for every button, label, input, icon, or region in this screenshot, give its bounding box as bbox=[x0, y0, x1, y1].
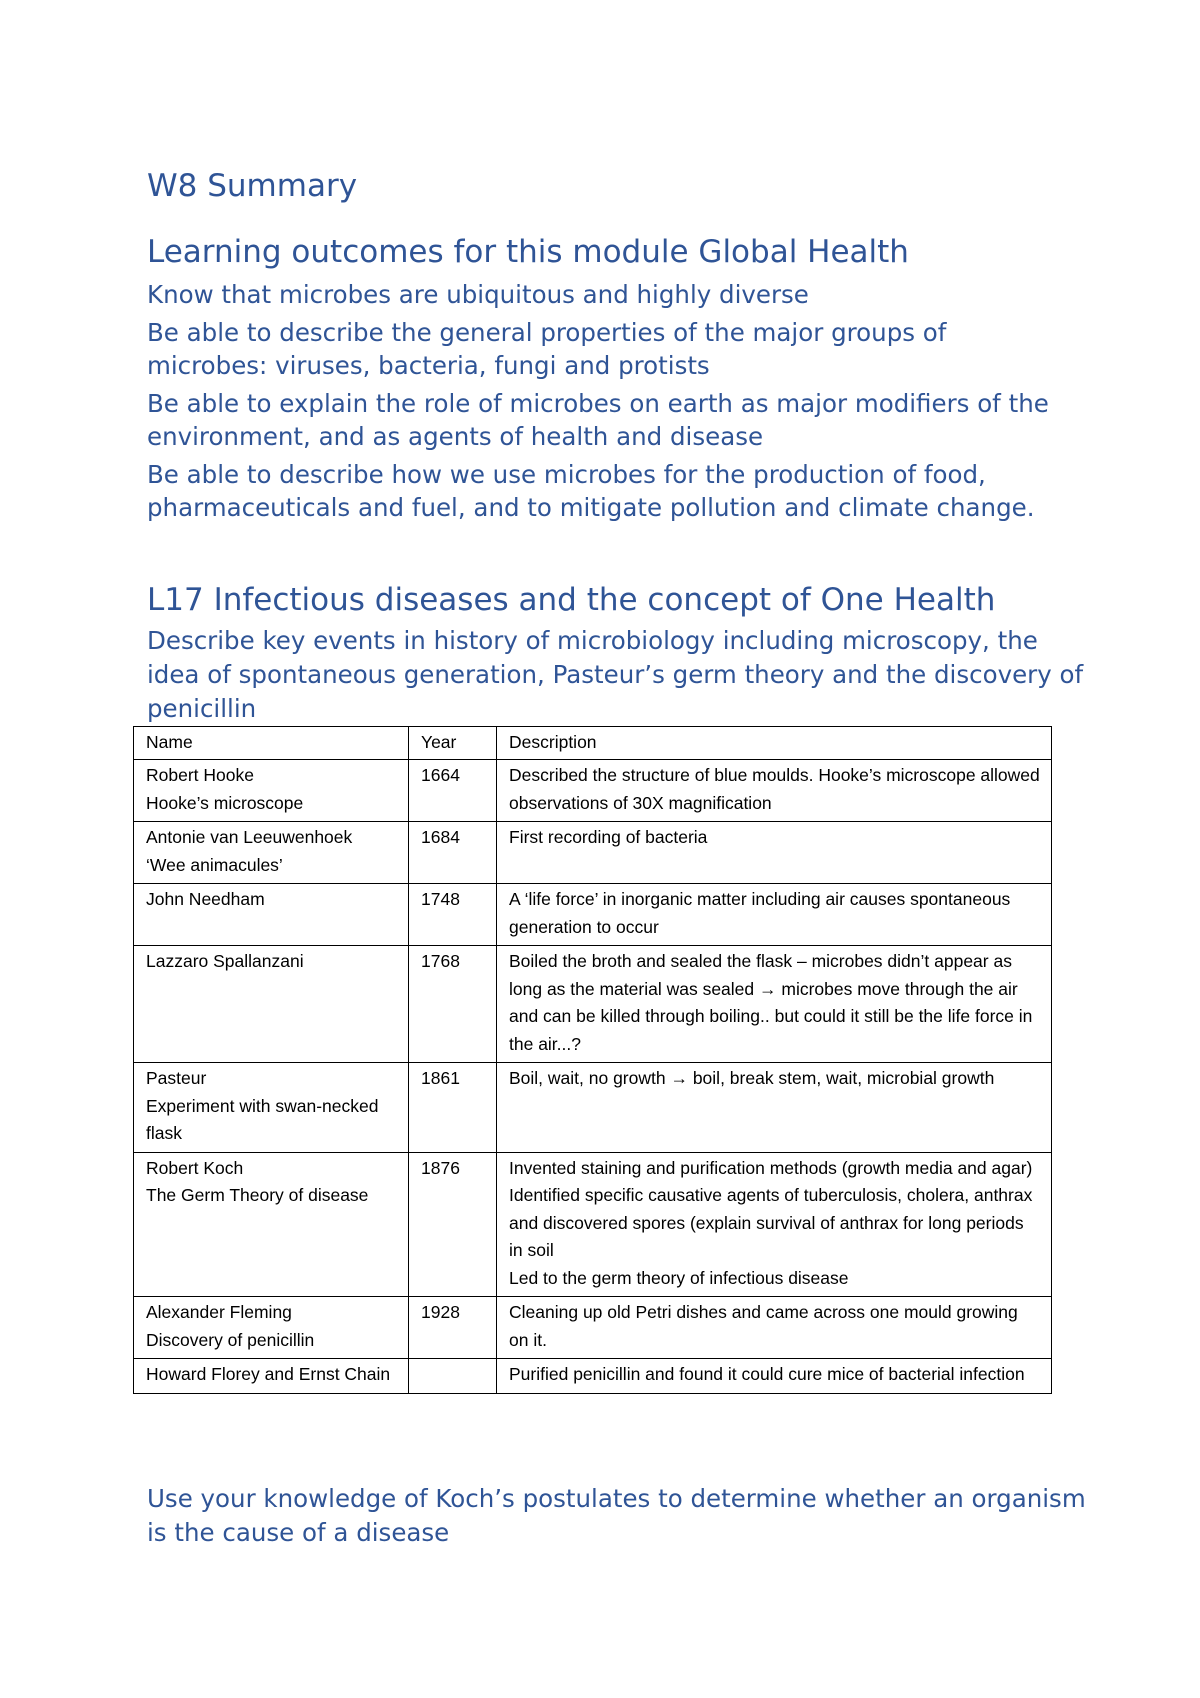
name-line: Howard Florey and Ernst Chain bbox=[146, 1364, 391, 1384]
name-line: Robert Koch bbox=[146, 1157, 244, 1178]
cell-description bbox=[497, 1063, 1052, 1153]
cell-name bbox=[134, 946, 409, 1063]
description-line: Led to the germ theory of infectious disease bbox=[509, 1267, 849, 1288]
cell-year: 1876 bbox=[409, 1152, 497, 1297]
cell-description bbox=[497, 822, 1052, 884]
table-row bbox=[134, 760, 1052, 822]
description-line: Cleaning up old Petri dishes and came across one mould growing on it. bbox=[509, 1302, 1018, 1350]
outcome-item: Know that microbes are ubiquitous and highly diverse bbox=[147, 280, 809, 309]
column-header-name: Name bbox=[134, 727, 409, 760]
name-line: Hooke’s microscope bbox=[146, 792, 304, 813]
description-line: Invented staining and purification methods (growth media and agar) bbox=[509, 1157, 1033, 1178]
cell-name bbox=[134, 1152, 409, 1297]
cell-name bbox=[134, 760, 409, 822]
cell-name bbox=[134, 1359, 409, 1394]
name-line: ‘Wee animacules’ bbox=[146, 854, 283, 875]
cell-description bbox=[497, 1152, 1052, 1297]
name-line: Pasteur bbox=[146, 1068, 207, 1088]
lecture-objective: Describe key events in history of microbiology including microscopy, the idea of spontaneous generation, Pasteur’s germ theory and the discovery of penicillin bbox=[147, 626, 1084, 723]
table-row bbox=[134, 884, 1052, 946]
column-header-description: Description bbox=[497, 727, 1052, 760]
module-heading: Learning outcomes for this module Global Health bbox=[147, 234, 909, 270]
name-line: Robert Hooke bbox=[146, 765, 254, 785]
name-line: Antonie van Leeuwenhoek bbox=[146, 827, 353, 847]
description-line: Boiled the broth and sealed the flask – microbes didn’t appear as long as the material was sealed → microbes move through the air and can be killed through boiling.. but could it still be the life force in the air...? bbox=[509, 951, 1033, 1054]
history-table bbox=[133, 726, 1052, 1394]
outcome-item: Be able to describe the general properties of the major groups of microbes: viruses, bacteria, fungi and protists bbox=[147, 318, 947, 380]
outcome-item: Be able to describe how we use microbes for the production of food, pharmaceuticals and fuel, and to mitigate pollution and climate change. bbox=[147, 460, 1035, 522]
cell-year: 1928 bbox=[409, 1297, 497, 1359]
table-row bbox=[134, 1063, 1052, 1153]
cell-name bbox=[134, 884, 409, 946]
cell-year: 1861 bbox=[409, 1063, 497, 1153]
cell-description bbox=[497, 946, 1052, 1063]
name-line: Experiment with swan-necked flask bbox=[146, 1095, 379, 1143]
name-line: Alexander Fleming bbox=[146, 1302, 292, 1322]
table-row bbox=[134, 946, 1052, 1063]
cell-year: 1768 bbox=[409, 946, 497, 1063]
description-line: First recording of bacteria bbox=[509, 827, 708, 847]
table-row bbox=[134, 1152, 1052, 1297]
column-header-year: Year bbox=[409, 727, 497, 760]
table-header-row bbox=[134, 727, 1052, 760]
cell-year bbox=[409, 1359, 497, 1394]
cell-name bbox=[134, 1063, 409, 1153]
learning-outcomes-list bbox=[147, 278, 1067, 529]
name-line: Discovery of penicillin bbox=[146, 1329, 315, 1350]
table-row bbox=[134, 1297, 1052, 1359]
name-line: Lazzaro Spallanzani bbox=[146, 951, 304, 971]
lecture-heading: L17 Infectious diseases and the concept of One Health bbox=[147, 582, 996, 618]
name-line: The Germ Theory of disease bbox=[146, 1185, 369, 1205]
cell-name bbox=[134, 822, 409, 884]
cell-description bbox=[497, 1297, 1052, 1359]
cell-description bbox=[497, 884, 1052, 946]
cell-year: 1664 bbox=[409, 760, 497, 822]
description-line: Identified specific causative agents of tuberculosis, cholera, anthrax and discovered spores (explain survival of anthrax for long periods in soil bbox=[509, 1185, 1033, 1260]
description-line: A ‘life force’ in inorganic matter including air causes spontaneous generation to occur bbox=[509, 889, 1011, 937]
cell-year: 1748 bbox=[409, 884, 497, 946]
document-title: W8 Summary bbox=[147, 168, 358, 204]
cell-name bbox=[134, 1297, 409, 1359]
closing-objective: Use your knowledge of Koch’s postulates to determine whether an organism is the cause of a disease bbox=[147, 1484, 1086, 1547]
description-line: Boil, wait, no growth → boil, break stem, wait, microbial growth bbox=[509, 1068, 995, 1088]
cell-year: 1684 bbox=[409, 822, 497, 884]
outcome-item: Be able to explain the role of microbes on earth as major modifiers of the environment, and as agents of health and disease bbox=[147, 389, 1049, 451]
description-line: Described the structure of blue moulds. Hooke’s microscope allowed observations of 30X magnification bbox=[509, 765, 1040, 813]
cell-description bbox=[497, 1359, 1052, 1394]
cell-description bbox=[497, 760, 1052, 822]
table-row bbox=[134, 1359, 1052, 1394]
description-line: Purified penicillin and found it could cure mice of bacterial infection bbox=[509, 1364, 1025, 1384]
table-row bbox=[134, 822, 1052, 884]
name-line: John Needham bbox=[146, 889, 265, 909]
